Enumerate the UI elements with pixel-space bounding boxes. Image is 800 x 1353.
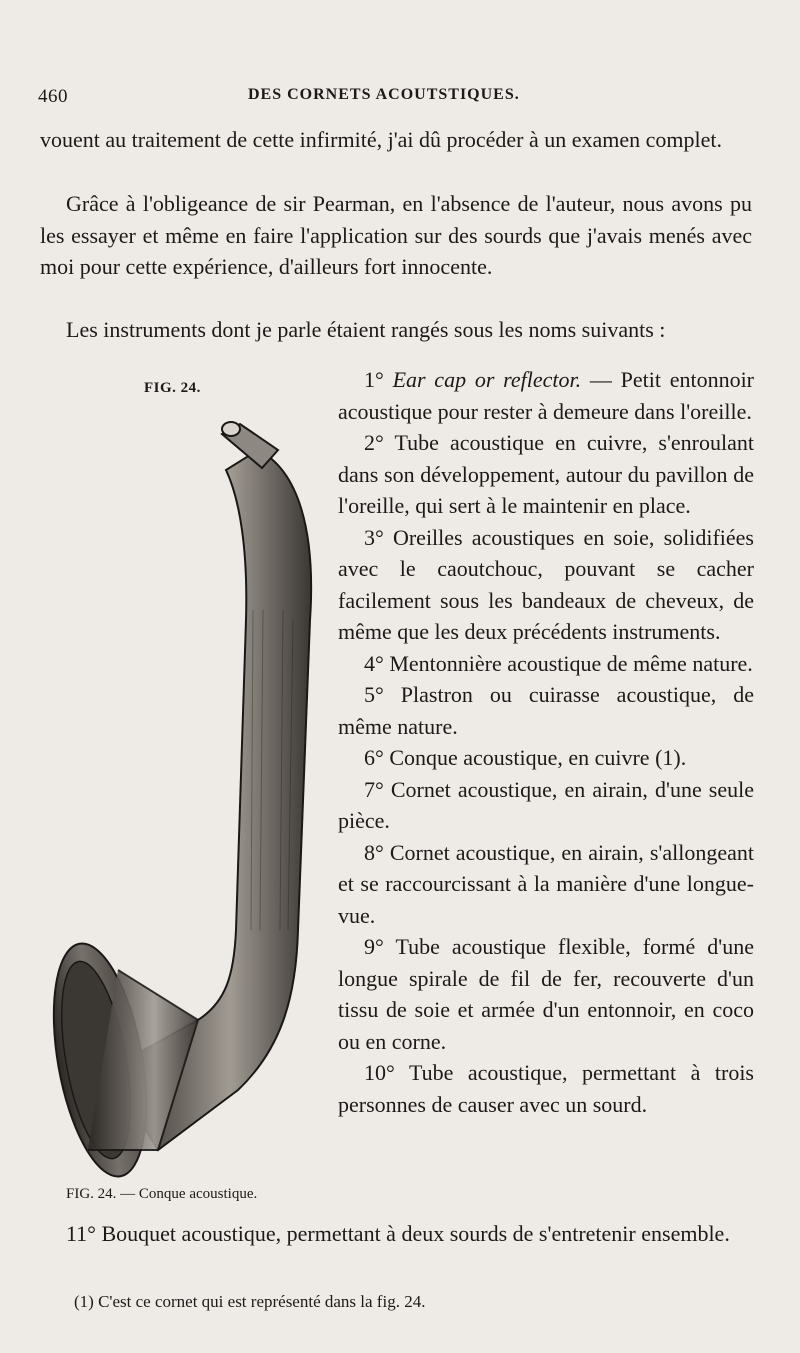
- list-item: 3° Oreilles acoustiques en soie, solidifiées avec le caoutchouc, pouvant se cacher facilement sous les bandeaux de cheveux, de même que les deux précédents instruments.: [338, 524, 754, 644]
- list-item: 11° Bouquet acoustique, permettant à deux sourds de s'entretenir ensemble.: [66, 1221, 730, 1246]
- list-item: 5° Plastron ou cuirasse acoustique, de même nature.: [338, 682, 754, 739]
- list-item: 1° Ear cap or reflector. — Petit entonnoir acoustique pour rester à demeure dans l'oreille.: [338, 367, 755, 424]
- paragraph-text: Les instruments dont je parle étaient rangés sous les noms suivants :: [66, 317, 666, 342]
- page-number: 460: [38, 86, 68, 107]
- item-list-full-width: [40, 1218, 752, 1250]
- list-item: 10° Tube acoustique, permettant à trois personnes de causer avec un sourd.: [338, 1060, 754, 1117]
- footnote: (1) C'est ce cornet qui est représenté dans la fig. 24.: [74, 1292, 426, 1311]
- paragraph-text: vouent au traitement de cette infirmité, j'ai dû procéder à un examen complet.: [40, 127, 723, 152]
- list-item: 8° Cornet acoustique, en airain, s'allongeant et se raccourcissant à la manière d'une longue-vue.: [338, 839, 754, 928]
- paragraph-pearman: [40, 188, 752, 283]
- running-title: DES CORNETS ACOUTSTIQUES.: [248, 86, 520, 103]
- paragraph-instruments: [40, 314, 752, 346]
- list-item: 7° Cornet acoustique, en airain, d'une seule pièce.: [338, 776, 754, 833]
- ear-trumpet-illustration: [48, 410, 338, 1180]
- list-item: 6° Conque acoustique, en cuivre (1).: [364, 745, 687, 770]
- paragraph-continuation: [40, 124, 752, 156]
- list-item: 9° Tube acoustique flexible, formé d'une longue spirale de fil de fer, recouverte d'un tissu de soie et armée d'un entonnoir, en coco ou en corne.: [338, 934, 754, 1054]
- figure-label: FIG. 24.: [144, 380, 201, 396]
- item-list: [338, 364, 754, 1120]
- list-item: 2° Tube acoustique en cuivre, s'enroulant dans son développement, autour du pavillon de l'oreille, qui sert à le maintenir en place.: [338, 430, 754, 518]
- list-item: 4° Mentonnière acoustique de même nature.: [364, 650, 753, 676]
- page-header: [38, 86, 758, 116]
- figure-caption: FIG. 24. — Conque acoustique.: [66, 1186, 258, 1202]
- paragraph-text: Grâce à l'obligeance de sir Pearman, en l'absence de l'auteur, nous avons pu les essayer et même en faire l'application sur des sourds que j'avais menés avec moi pour cette expérience, d'ailleurs fort innocente.: [40, 191, 752, 279]
